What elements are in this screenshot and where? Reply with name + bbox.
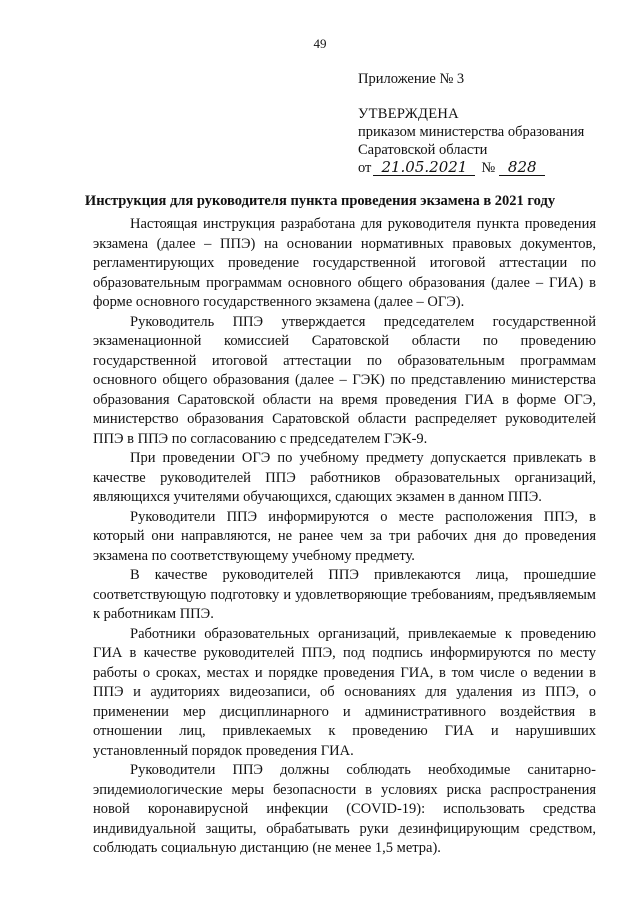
paragraph: В качестве руководителей ППЭ привлекаются лица, прошедшие соответствующую подготовку и удовлетворяющие требованиям, предъявляемым к работникам ППЭ. [93,567,596,622]
paragraph: Руководители ППЭ должны соблюдать необходимые санитарно-эпидемиологические меры безопасности в условиях риска распространения новой коронавирусной инфекции (COVID-19): использовать средства индивидуальной защиты, обрабатывать руки дезинфицирующим средством, соблюдать социальную дистанцию (не менее 1,5 метра). [93,762,596,856]
paragraph: При проведении ОГЭ по учебному предмету допускается привлекать в качестве руководителей ППЭ работников образовательных организаций, являющихся учителями обучающихся, сдающих экзамен в данном ППЭ. [93,450,596,505]
document-title: Инструкция для руководителя пункта проведения экзамена в 2021 году [84,193,556,209]
order-line-1: приказом министерства образования [358,124,585,140]
approved-label: УТВЕРЖДЕНА [358,106,459,122]
order-line-2: Саратовской области [358,142,488,158]
approval-block [358,70,628,177]
paragraph: Руководитель ППЭ утверждается председателем государственной экзаменационной комиссией Саратовской области по проведению государственной итоговой аттестации по образовательным программам основного общего образования (далее – ГЭК) по представлению министерства образования Саратовской области на время проведения ГИА в форме ОГЭ, министерство образования Саратовской области распределяет руководителей ППЭ в ППЭ по согласованию с председателем ГЭК-9. [93,313,596,447]
date-prefix: от [358,160,372,176]
number-sign: № [481,160,496,176]
paragraph: Настоящая инструкция разработана для руководителя пункта проведения экзамена (далее – ППЭ) на основании нормативных правовых документов, регламентирующих проведение государственной итоговой аттестации по образовательным программам основного общего образования (далее – ГИА) в форме основного государственного экзамена (далее – ОГЭ). [93,216,596,310]
order-date-handwritten: 21.05.2021 [373,159,475,176]
order-date-number-line [358,159,628,177]
document-body [93,215,596,859]
paragraph: Работники образовательных организаций, привлекаемые к проведению ГИА в качестве руководителей ППЭ, под подпись информируются по месту работы о сроках, местах и порядке проведения ГИА, в том числе о ведении в ППЭ и аудиториях видеозаписи, об основаниях для удаления из ППЭ, о применении мер дисциплинарного и административного воздействия в отношении лиц, привлекаемых к проведению ГИА и нарушивших установленный порядок проведения ГИА. [93,625,596,759]
paragraph: Руководители ППЭ информируются о месте расположения ППЭ, в который они направляются, не ранее чем за три рабочих дня до проведения экзамена по соответствующему учебному предмету. [93,508,596,564]
appendix-label: Приложение № 3 [358,71,465,87]
order-number-handwritten: 828 [499,159,545,176]
page-number: 49 [313,36,327,51]
